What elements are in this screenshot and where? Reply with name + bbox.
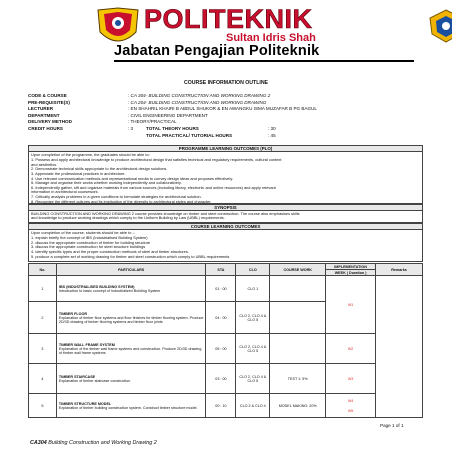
info-label: LECTURER bbox=[28, 106, 54, 112]
footer-course bbox=[30, 440, 157, 446]
document-title: COURSE INFORMATION OUTLINE bbox=[183, 80, 269, 86]
schedule-table bbox=[28, 263, 423, 418]
row-sta: 05 : 00 bbox=[206, 334, 236, 364]
clo-item: 4. identify specific types and the proper construction methods of steel and timber structures. bbox=[31, 250, 189, 255]
table-row bbox=[29, 394, 423, 418]
info-row bbox=[28, 93, 428, 100]
row-title: TIMBER STRUCTURE MODEL bbox=[58, 401, 112, 406]
row-number: 2 bbox=[29, 302, 57, 334]
table-row bbox=[29, 276, 423, 302]
col-header-no: No. bbox=[29, 264, 57, 276]
info-label: PRE-REQUISITE(S) bbox=[28, 99, 70, 105]
clo-lead: Upon completion of the course, students should be able to :- bbox=[31, 230, 135, 235]
credit-hours-value: : 3 bbox=[128, 125, 134, 131]
info-value: : EN SHAHRIL KHAIRI B ABDUL SHUKOR & EN AWANGKU ISMA MUZAFAR B PG BAGUL bbox=[128, 106, 317, 112]
hours-row bbox=[28, 126, 428, 133]
plo-item: 8. Recognize the different cultures and its implication of the diversity to architectural styles and character. bbox=[31, 199, 212, 204]
plo-item: 7. Critically analysis problems in a given conditions to formulate strategies for architectural solution. bbox=[31, 195, 202, 200]
col-header-sta: STA bbox=[206, 264, 236, 276]
row-remarks bbox=[376, 276, 423, 418]
col-header-clo: CLO bbox=[236, 264, 270, 276]
row-number: 4 bbox=[29, 364, 57, 394]
row-sta: 01 : 00 bbox=[206, 276, 236, 302]
row-course-work bbox=[270, 302, 326, 334]
plo-item: 5. Manage and organise their works whether working independently and collaboratively. bbox=[31, 181, 182, 186]
row-sta: 00 : 10 bbox=[206, 394, 236, 418]
info-label: CODE & COURSE bbox=[28, 93, 67, 98]
plo-item: 4. Use relevant communication methods and representational media to convey design ideas and proposes effectively. bbox=[31, 176, 234, 181]
row-week-multi bbox=[326, 394, 376, 418]
row-clo: CLO 2, CLO 4 & CLO 5 bbox=[236, 334, 270, 364]
row-clo: CLO 2, CLO 4 & CLO 5 bbox=[236, 302, 270, 334]
department-heading: Jabatan Pengajian Politeknik bbox=[114, 43, 320, 59]
synopsis-line: BUILDING CONSTRUCTION AND WORKING DRAWING 2 course provides knowledge on timber and steel construction. The course also emphasises skills bbox=[31, 211, 300, 216]
clo-item: 5. produce a complete set of working drawing for timber and steel construction which comply to UBBL requirements bbox=[31, 254, 230, 259]
course-info bbox=[28, 93, 428, 139]
row-title: TIMBER FLOOR bbox=[58, 311, 87, 316]
info-value: : CIVIL ENGINEERING DEPARTMENT bbox=[128, 112, 208, 118]
footer-course-code: CA304 bbox=[30, 440, 47, 446]
row-title: TIMBER WALL FRAME SYSTEM bbox=[58, 342, 115, 347]
clo-item: 3. discuss the appropriate construction for steel structure buildings bbox=[31, 245, 146, 250]
row-number: 3 bbox=[29, 334, 57, 364]
plo-heading: PROGRAMME LEARNING OUTCOMES (PLO) bbox=[28, 145, 423, 152]
row-title: IBS (INDUSTRIALISED BUILDING SYSTEM) bbox=[58, 284, 135, 289]
row-course-work: TEST 1: 5% bbox=[270, 364, 326, 394]
col-header-week: WEEK ( Duration ) bbox=[326, 270, 376, 276]
row-clo: CLO 1 bbox=[236, 276, 270, 302]
row-clo: CLO 2, CLO 4 & CLO 5 bbox=[236, 364, 270, 394]
col-header-remarks: Remarks bbox=[376, 264, 423, 276]
plo-lead: Upon completion of the programme, the graduates should be able to: bbox=[31, 152, 150, 157]
plo-item: 6. Independently gather, sift and organize materials from various sources (including library, electronic and online resources) and apply relevant bbox=[31, 185, 276, 190]
brand-title: POLITEKNIK bbox=[144, 4, 313, 34]
row-course-work bbox=[270, 276, 326, 302]
synopsis-body bbox=[28, 211, 423, 223]
info-value: : THEORY/PRACTICAL bbox=[128, 119, 177, 125]
row-particulars bbox=[56, 334, 206, 364]
page-header bbox=[92, 4, 432, 66]
page-number: Page 1 of 1 bbox=[380, 423, 404, 428]
plo-item: 3. Appreciate the professional practices in architecture. bbox=[31, 172, 126, 177]
row-number: 5 bbox=[29, 394, 57, 418]
plo-item: information in architectural coursework. bbox=[31, 190, 99, 195]
info-value: : CA 204- BUILDING CONSTRUCTION AND WORKING DRAWING bbox=[128, 99, 267, 105]
row-course-work: MODEL MAKING: 20% bbox=[270, 394, 326, 418]
row-week: W2 bbox=[326, 334, 376, 364]
tutorial-hours-value: : 45 bbox=[268, 132, 276, 138]
row-sta: 04 : 00 bbox=[206, 302, 236, 334]
row-particulars bbox=[56, 276, 206, 302]
row-description: Explanation of timber floor systems and floor finishes for timber flooring system. Produce 2D/3D drawing of timber flooring systems and timber floor joints bbox=[58, 315, 204, 324]
ministry-logo bbox=[426, 8, 452, 44]
col-header-particulars: PARTICULARS bbox=[56, 264, 206, 276]
credit-hours-label: CREDIT HOURS bbox=[28, 125, 63, 131]
row-description: Explanation of timber building construction system. Construct timber structure model. bbox=[58, 405, 198, 410]
table-row bbox=[29, 364, 423, 394]
info-row bbox=[28, 119, 428, 126]
info-row bbox=[28, 100, 428, 107]
info-row bbox=[28, 106, 428, 113]
clo-item: 1. explain briefly the concept of IBS (Industrialised Building System) bbox=[31, 236, 148, 241]
clo-heading: COURSE LEARNING OUTCOMES bbox=[28, 223, 423, 230]
plo-item: and aesthetics. bbox=[31, 162, 58, 167]
row-week: W3 bbox=[326, 364, 376, 394]
row-description: Introduction to basic concept of Industrialized Building System bbox=[58, 288, 161, 293]
info-label: DEPARTMENT bbox=[28, 112, 60, 118]
tutorial-hours-label: TOTAL PRACTICAL/ TUTORIAL HOURS bbox=[146, 132, 233, 138]
row-title: TIMBER STAIRCASE bbox=[58, 374, 96, 379]
footer-course-title: Building Construction and Working Drawing 2 bbox=[46, 440, 157, 446]
row-description: Explanation of the timber wall frame systems and construction. Produce 2D/3D drawing of timber wall frame systems bbox=[58, 346, 202, 355]
synopsis-heading: SYNOPSIS bbox=[28, 204, 423, 211]
row-particulars bbox=[56, 364, 206, 394]
col-header-implementation: IMPLEMENTATION bbox=[326, 264, 376, 270]
brand-subtitle: Sultan Idris Shah bbox=[226, 32, 316, 44]
row-description: Explanation of timber staircase construction bbox=[58, 378, 131, 383]
row-week: W4 bbox=[347, 398, 354, 403]
row-clo: CLO 2 & CLO 4 bbox=[236, 394, 270, 418]
header-divider bbox=[114, 60, 414, 62]
clo-body bbox=[28, 230, 423, 262]
plo-item: 1. Possess and apply architectural knowledge to produce architectural design that satisfies technical and regulatory requirements, cultural context bbox=[31, 158, 282, 163]
plo-body bbox=[28, 152, 423, 204]
hours-row bbox=[28, 133, 428, 140]
clo-item: 2. discuss the appropriate construction of timber for building structure bbox=[31, 240, 151, 245]
theory-hours-value: : 30 bbox=[268, 125, 276, 131]
row-sta: 03 : 00 bbox=[206, 364, 236, 394]
row-week: W1 bbox=[326, 276, 376, 334]
info-row bbox=[28, 113, 428, 120]
row-week-extra: W5 bbox=[347, 408, 354, 413]
row-particulars bbox=[56, 302, 206, 334]
row-course-work bbox=[270, 334, 326, 364]
synopsis-line: and knowledge to produce working drawings which comply to the Uniform Building by Law (UBBL) requirements. bbox=[31, 216, 225, 221]
theory-hours-label: TOTAL THEORY HOURS bbox=[146, 125, 199, 131]
plo-item: 2. Demonstrate technical skills appropriate to the architectural design solutions. bbox=[31, 167, 168, 172]
table-row bbox=[29, 334, 423, 364]
col-header-course-work: COURSE WORK bbox=[270, 264, 326, 276]
info-label: DELIVERY METHOD bbox=[28, 119, 72, 125]
row-particulars bbox=[56, 394, 206, 418]
row-number: 1 bbox=[29, 276, 57, 302]
info-value: : CA 304- BUILDING CONSTRUCTION AND WORKING DRAWING 2 bbox=[128, 93, 271, 98]
